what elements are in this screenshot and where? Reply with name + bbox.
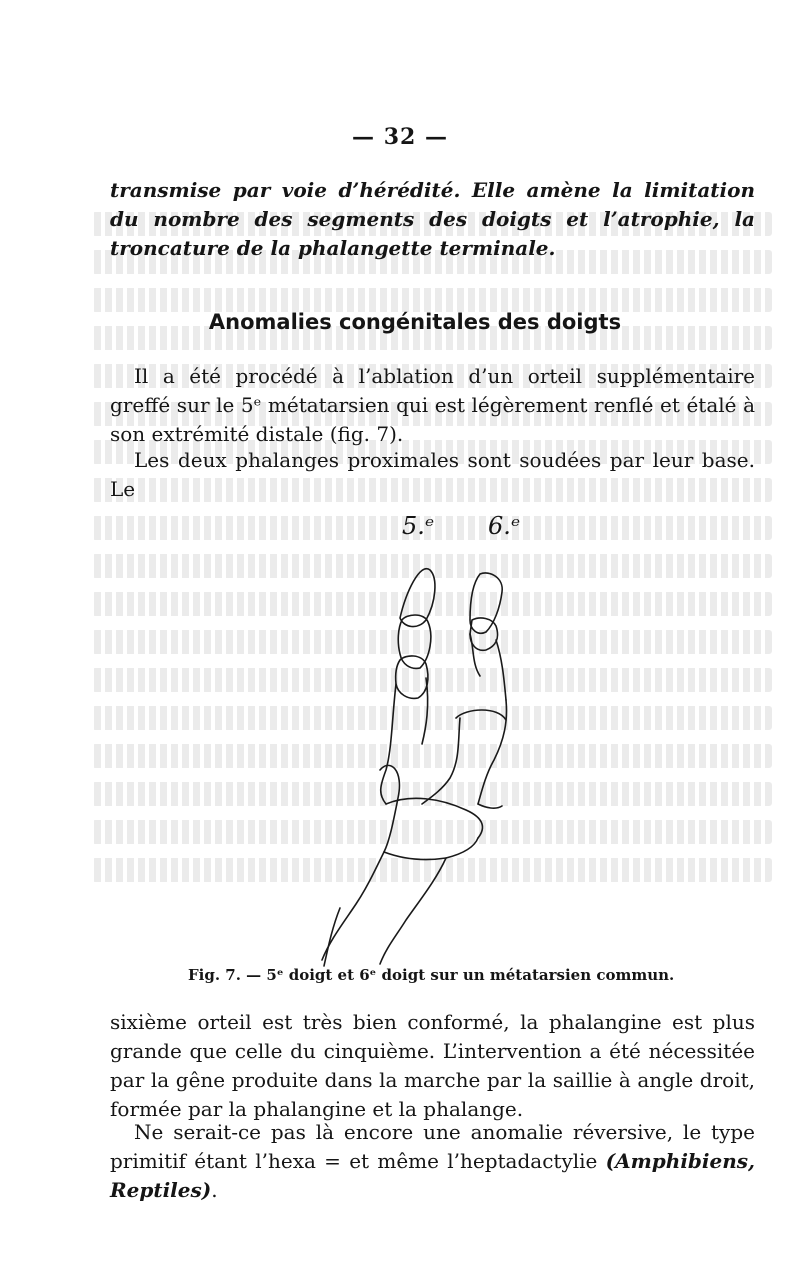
conclusion-italic: (Amphibiens, Reptiles) (110, 1149, 755, 1202)
conclusion-end: . (211, 1178, 218, 1202)
intro-paragraph: transmise par voie d’hérédité. Elle amène la limitation du nombre des segments des doigts et l’atrophie, la troncature de la phalangette terminale. (110, 178, 755, 260)
page-number: — 32 — (352, 124, 448, 150)
toe-bones-illustration (280, 508, 580, 968)
figure-label-fifth: 5.ᵉ (402, 512, 435, 540)
figure-toe-drawing (280, 508, 580, 968)
conclusion-text: Ne serait-ce pas là encore une anomalie réversive, le type primitif étant l’hexa = et même l’heptadactylie (110, 1120, 755, 1173)
paragraph-phalanges: Les deux phalanges proximales sont soudées par leur base. Le (110, 448, 755, 501)
paragraph-conclusion (110, 1118, 755, 1205)
figure-caption: Fig. 7. — 5ᵉ doigt et 6ᵉ doigt sur un métatarsien commun. (188, 966, 675, 984)
figure-label-sixth: 6.ᵉ (488, 512, 521, 540)
section-heading: Anomalies congénitales des doigts (208, 310, 622, 334)
paragraph-sixieme: sixième orteil est très bien conformé, la phalangine est plus grande que celle du cinquième. L’intervention a été nécessitée par la gêne produite dans la marche par la saillie à angle droit, formée par la phalangine et la phalange. (110, 1010, 755, 1121)
paragraph-ablation: Il a été procédé à l’ablation d’un orteil supplémentaire greffé sur le 5ᵉ métatarsien qui est légèrement renflé et étalé à son extrémité distale (fig. 7). (110, 364, 755, 446)
